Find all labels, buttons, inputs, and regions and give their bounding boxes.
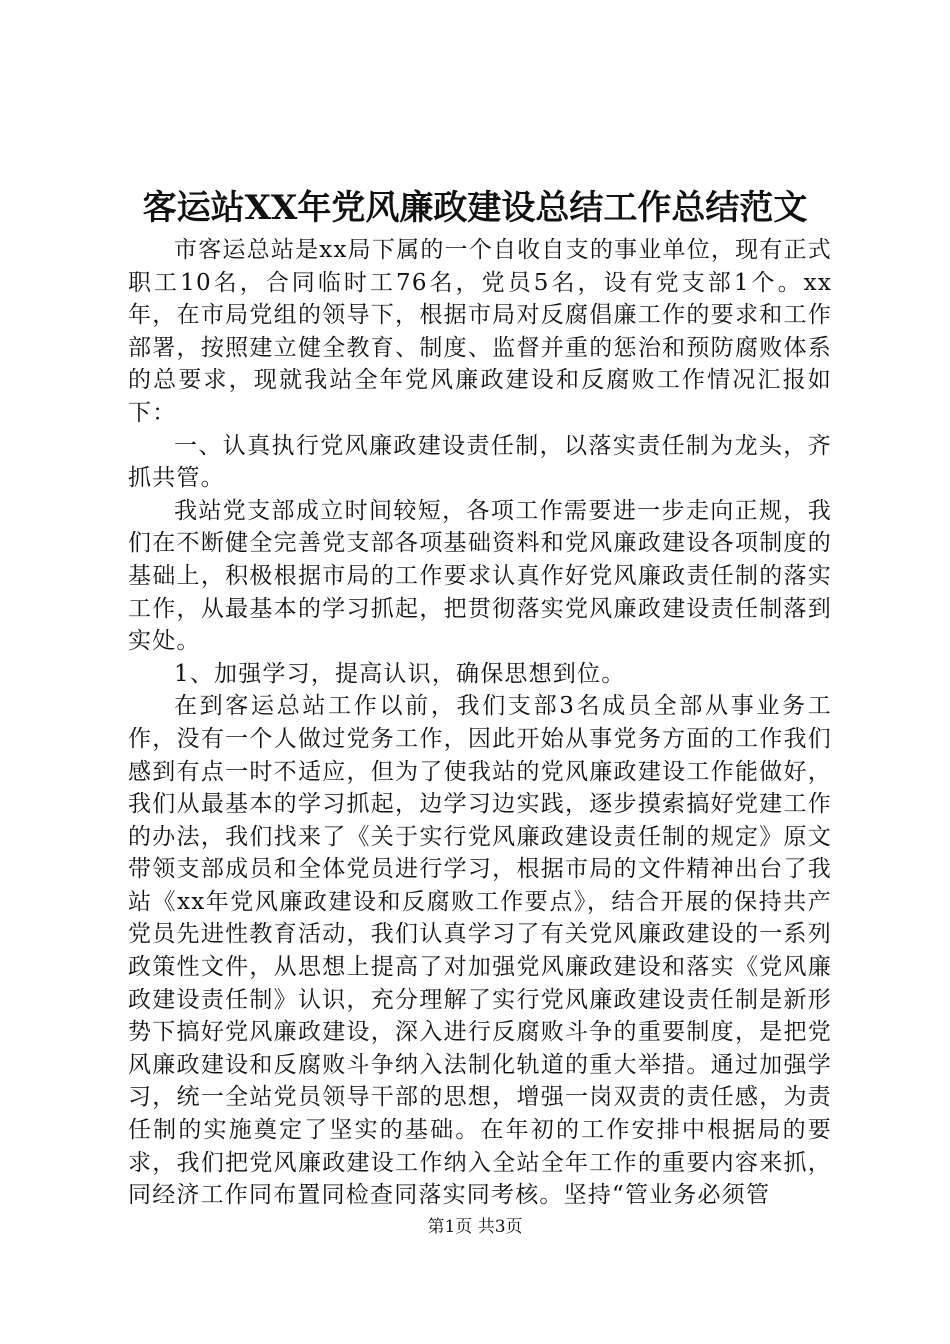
paragraph-study-details: 在到客运总站工作以前，我们支部3名成员全部从事业务工作，没有一个人做过党务工作，因此开始从事党务方面的工作我们感到有点一时不适应，但为了使我站的党风廉政建设工作能做好，我们从最基本的学习抓起，边学习边实践，逐步摸索搞好党建工作的办法，我们找来了《关于实行党风廉政建设责任制的规定》原文带领支部成员和全体党员进行学习，根据市局的文件精神出台了我站《xx年党风廉政建设和反腐败工作要点》，结合开展的保持共产党员先进性教育活动，我们认真学习了有关党风廉政建设的一系列政策性文件，从思想上提高了对加强党风廉政建设和落实《党风廉政建设责任制》认识，充分理解了实行党风廉政建设责任制是新形势下搞好党风廉政建设，深入进行反腐败斗争的重要制度，是把党风廉政建设和反腐败斗争纳入法制化轨道的重大举措。通过加强学习，统一全站党员领导干部的思想，增强一岗双责的责任感，为责任制的实施奠定了坚实的基础。在年初的工作安排中根据局的要求，我们把党风廉政建设工作纳入全站全年工作的重要内容来抓，同经济工作同布置同检查同落实同考核。坚持“管业务必须管 xyxy=(128,693,832,1209)
paragraph-branch-overview: 我站党支部成立时间较短，各项工作需要进一步走向正规，我们在不断健全完善党支部各项基础资料和党风廉政建设各项制度的基础上，积极根据市局的工作要求认真作好党风廉政责任制的落实工作，从最基本的学习抓起，把贯彻落实党风廉政建设责任制落到实处。 xyxy=(128,497,832,655)
paragraph-subheading-study: 1、加强学习，提高认识，确保思想到位。 xyxy=(174,660,626,687)
paragraph-section-heading: 一、认真执行党风廉政建设责任制，以落实责任制为龙头，齐抓共管。 xyxy=(128,432,832,492)
document-body xyxy=(128,234,832,1212)
document-title: 客运站XX年党风廉政建设总结工作总结范文 xyxy=(142,188,808,228)
page-footer: 第1页 共3页 xyxy=(427,1217,523,1237)
paragraph-intro: 市客运总站是xx局下属的一个自收自支的事业单位，现有正式职工10名，合同临时工76名，党员5名，设有党支部1个。xx年，在市局党组的领导下，根据市局对反腐倡廉工作的要求和工作部署，按照建立健全教育、制度、监督并重的惩治和预防腐败体系的总要求，现就我站全年党风廉政建设和反腐败工作情况汇报如下： xyxy=(128,237,832,426)
